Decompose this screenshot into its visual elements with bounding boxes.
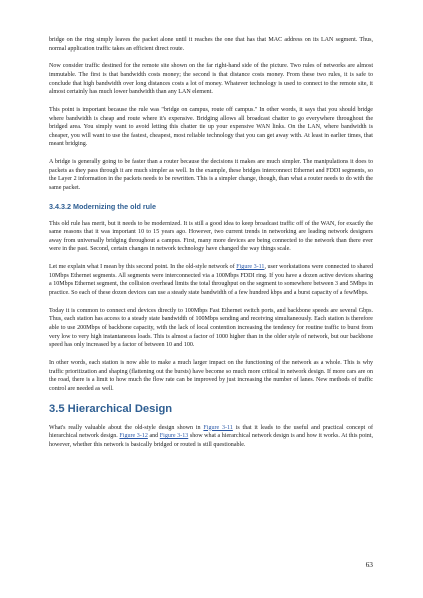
paragraph: A bridge is generally going to be faster than a router because the decisions it makes are much simpler. The manipulations it does to packets as they pass through it are much simpler as well. In the example, these bridges interconnect Ethernet and FDDI segments, so the Layer 2 information in the packets needs to be rewritten. This is a simpler change, though, than what a router needs to do with the same packet. xyxy=(49,159,373,191)
figure-3-13-link[interactable]: Figure 3-13 xyxy=(159,433,189,440)
paragraph-text: What's really valuable about the old-style design shown in xyxy=(49,424,204,431)
paragraph-text: and xyxy=(147,433,160,440)
figure-3-12-link[interactable]: Figure 3-12 xyxy=(119,433,148,440)
paragraph: Now consider traffic destined for the remote site shown on the far right-hand side of the picture. Two rules of networks are almost immutable. The first is that bandwidth costs money; the second is that distance costs money. From these two rules, it is safe to conclude that high bandwidth over long distances costs a lot of money. Whatever technology is used to connect to the remote site, it almost certainly has much lower bandwidth than any LAN element. xyxy=(49,63,373,96)
section-heading: 3.5 Hierarchical Design xyxy=(49,402,173,415)
subsection-heading: 3.4.3.2 Modernizing the old rule xyxy=(49,201,157,211)
paragraph xyxy=(49,263,373,297)
paragraph-text: Let me explain what I mean by this second point. In the old-style network of xyxy=(49,264,237,271)
paragraph: bridge on the ring simply leaves the packet alone until it reaches the one that has that MAC address on its LAN segment. Thus, normal application traffic takes an efficient direct route. xyxy=(49,37,373,52)
paragraph: In other words, each station is now able to make a much larger impact on the functioning of the network as a whole. This is why traffic prioritization and shaping (flattening out the bursts) have become so much more critical in network design. If more cars are on the road, there is a limit to how much the flow rate can be improved by just increasing the number of lanes. New methods of traffic control are needed as well. xyxy=(49,359,373,392)
figure-3-11-link[interactable]: Figure 3-11 xyxy=(236,264,265,271)
paragraph-text: is that it leads to the useful and practical concept of hierarchical network design. xyxy=(49,424,373,440)
paragraph-text: show what a hierarchical network design is and how it works. At this point, however, whether this network is basically bridged or routed is still questionable. xyxy=(49,433,373,448)
page-body xyxy=(49,36,373,458)
figure-3-11-link[interactable]: Figure 3-11 xyxy=(203,424,233,431)
paragraph: Today it is common to connect end devices directly to 100Mbps Fast Ethernet switch ports, and backbone speeds are several Gbps. Thus, each station has access to a steady state bandwidth of 100Mbps sending and receiving simultaneously. Each station is therefore able to use 200Mbps of backbone capacity, with the lack of local contention increasing the tendency for routine traffic to burst from very low to very high instantaneous loads. This is almost a factor of 1000 higher than in the older style of network, but our backbone speed has only increased by a factor of between 10 and 100. xyxy=(49,307,373,349)
paragraph xyxy=(49,424,373,450)
paragraph: This old rule has merit, but it needs to be modernized. It is still a good idea to keep broadcast traffic off of the WAN, for exactly the same reasons that it was important 10 to 15 years ago. However, two current trends in networking are leading network designers away from universally bridging throughout a campus. First, many more devices are being connected to the network than there ever were in the past. Second, certain changes in network technology have changed the way things scale. xyxy=(49,220,373,253)
page-number: 63 xyxy=(365,560,373,569)
paragraph: This point is important because the rule was "bridge on campus, route off campus." In other words, it says that you should bridge where bandwidth is cheap and route where it's expensive. Bridging allows all broadcast chatter to go everywhere throughout the bridged area. You simply want to avoid letting this chatter tie up your expensive WAN links. On the LAN, where bandwidth is cheaper, you will want to use the fastest, cheapest, most reliable technology that you can get away with. At least in earlier times, that meant bridging. xyxy=(49,106,373,148)
paragraph-text: , user workstations were connected to shared 10Mbps Ethernet segments. All segments were interconnected via a 100Mbps FDDI ring. If you have a dozen active devices sharing a 10Mbps Ethernet segment, the collision overhead limits the total throughput on the segment to somewhere between 3 and 5Mbps in practice. So each of these dozen devices can use a steady state bandwidth of a few hundred kbps and a burst capacity of a fewMbps. xyxy=(49,264,373,296)
